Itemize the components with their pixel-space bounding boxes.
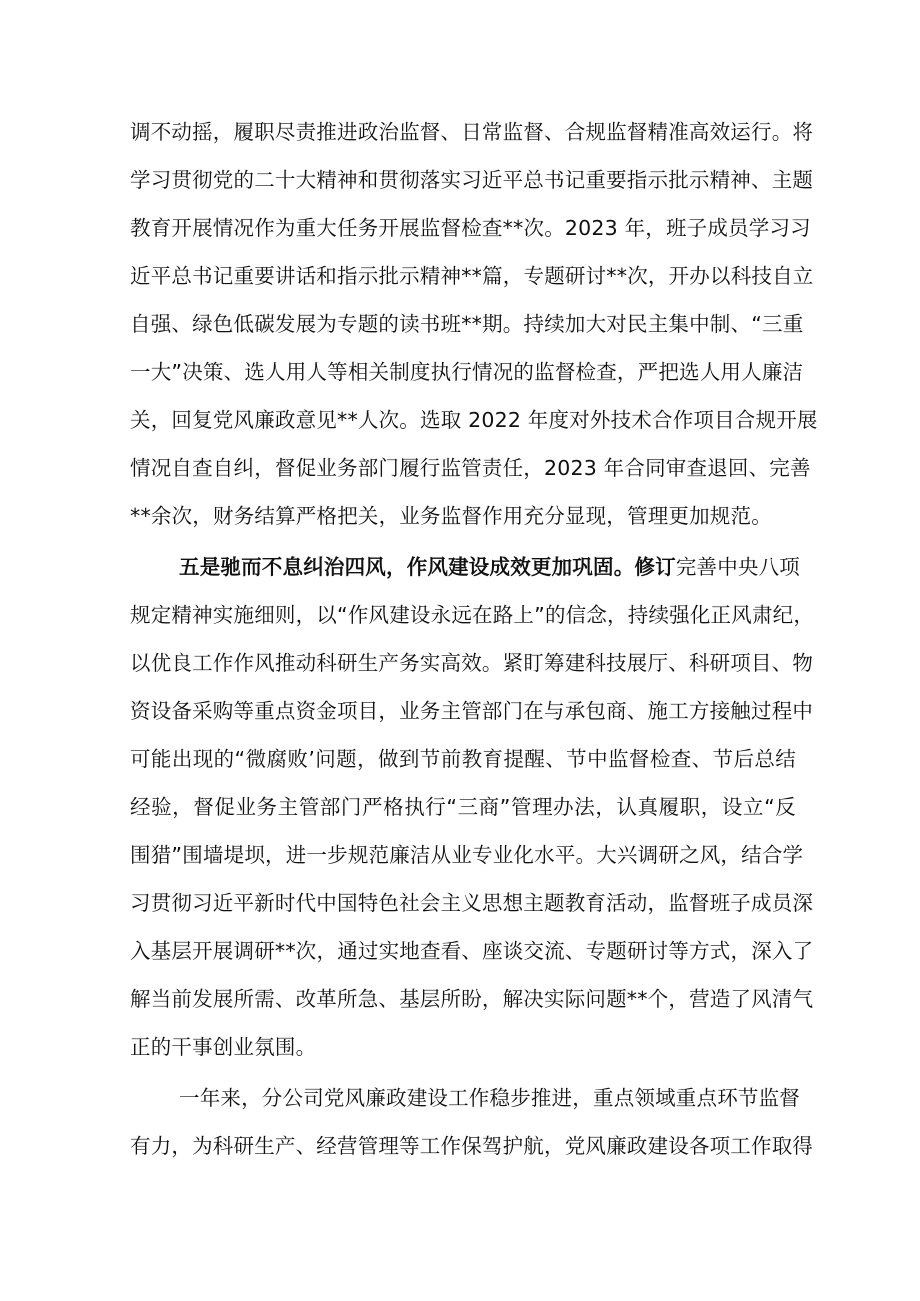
paragraph-line: 学习贯彻党的二十大精神和贯彻落实习近平总书记重要指示批示精神、主题 (130, 168, 814, 192)
paragraph-line: 近平总书记重要讲话和指示批示精神**篇，专题研讨**次，开办以科技自立 (130, 264, 814, 288)
paragraph-line: 经验，督促业务主管部门严格执行“三商”管理办法，认真履职，设立“反 (130, 795, 796, 819)
paragraph-line: 可能出现的“微腐败’问题，做到节前教育提醒、节中监督检查、节后总结 (130, 747, 796, 771)
paragraph-line: 一大”决策、选人用人等相关制度执行情况的监督检查，严把选人用人廉洁 (130, 360, 804, 384)
paragraph-line: 入基层开展调研**次，通过实地查看、座谈交流、专题研讨等方式，深入了 (130, 939, 814, 963)
paragraph-line: 关，回复党风廉政意见**人次。选取 2022 年度对外技术合作项目合规开展 (130, 408, 818, 432)
paragraph-text: 完善中央八项 (675, 555, 801, 579)
paragraph-line: 围猎”围墙堤坝，进一步规范廉洁从业专业化水平。大兴调研之风，结合学 (130, 843, 804, 867)
paragraph-line: 正的干事创业氛围。 (130, 1035, 317, 1059)
paragraph-line: 解当前发展所需、改革所急、基层所盼，解决实际问题**个，营造了风清气 (130, 987, 814, 1011)
paragraph-line: 调不动摇，履职尽责推进政治监督、日常监督、合规监督精准高效运行。将 (130, 120, 814, 144)
paragraph-line: 以优良工作作风推动科研生产务实高效。紧盯筹建科技展厅、科研项目、物 (130, 651, 814, 675)
paragraph-line: **余次，财务结算严格把关，业务监督作用充分显现，管理更加规范。 (130, 504, 772, 528)
section-heading: 五是驰而不息纠治四风，作风建设成效更加巩固。修订 (179, 555, 676, 579)
paragraph-line: 有力，为科研生产、经营管理等工作保驾护航，党风廉政建设各项工作取得 (130, 1134, 814, 1158)
paragraph-line: 规定精神实施细则，以“作风建设永远在路上”的信念，持续强化正风肃纪， (130, 603, 815, 627)
paragraph-line: 资设备采购等重点资金项目，业务主管部门在与承包商、施工方接触过程中 (130, 699, 814, 723)
paragraph-first-line (179, 555, 801, 579)
paragraph-line: 自强、绿色低碳发展为专题的读书班**期。持续加大对民主集中制、“三重 (130, 312, 804, 336)
paragraph-line: 习贯彻习近平新时代中国特色社会主义思想主题教育活动，监督班子成员深 (130, 891, 814, 915)
paragraph-line: 情况自查自纠，督促业务部门履行监管责任，2023 年合同审查退回、完善 (130, 456, 811, 480)
paragraph-line: 教育开展情况作为重大任务开展监督检查**次。2023 年，班子成员学习习 (130, 216, 811, 240)
paragraph-first-line: 一年来，分公司党风廉政建设工作稳步推进，重点领域重点环节监督 (179, 1086, 800, 1110)
